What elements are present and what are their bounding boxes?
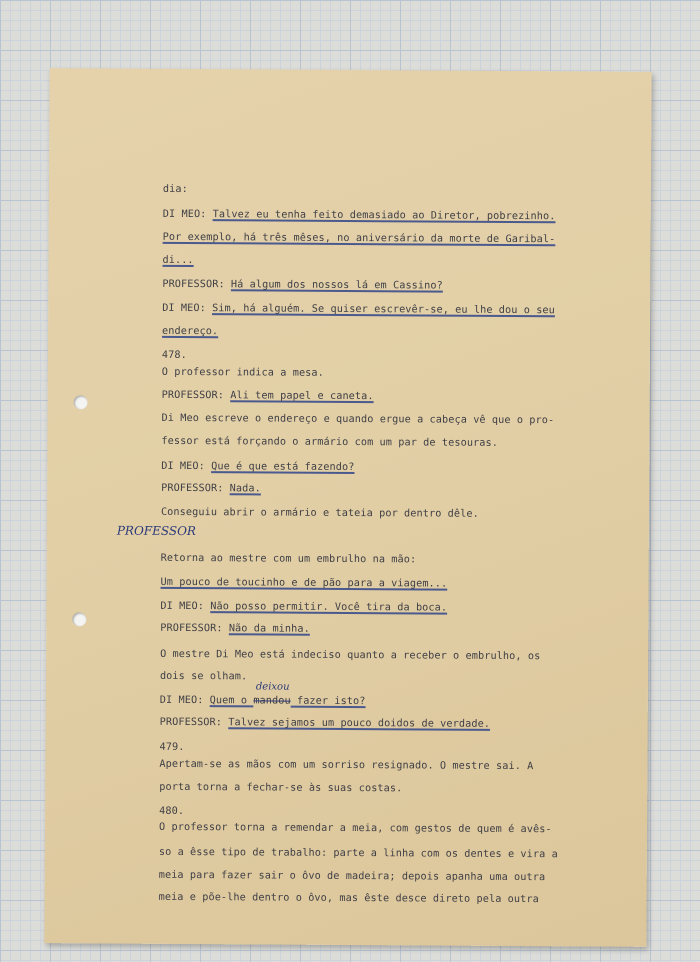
text-segment: O mestre Di Meo está indeciso quanto a receber o embrulho, os (160, 648, 541, 663)
text-segment: Que é que está fazendo? (211, 461, 355, 474)
text-segment: porta torna a fechar-se às suas costas. (159, 781, 403, 795)
text-segment: di... (162, 254, 194, 267)
text-line (159, 782, 402, 794)
text-segment: DI MEO: (159, 694, 210, 707)
text-segment: fessor está forçando o armário com um par de tesouras. (161, 435, 499, 449)
text-segment: PROFESSOR: (161, 482, 230, 495)
text-line (163, 232, 556, 245)
text-line (163, 184, 188, 195)
text-line (162, 413, 555, 426)
text-segment: meia para fazer sair o ôvo de madeira; depois apanha uma outra (158, 869, 546, 884)
text-segment: PROFESSOR: (159, 716, 229, 729)
text-segment: DI MEO: (162, 208, 213, 221)
text-segment: Apertam-se as mãos com um sorriso resignado. O mestre sai. A (159, 758, 534, 773)
text-line (159, 847, 558, 860)
text-segment: Talvez sejamos um pouco doidos de verdade. (228, 717, 491, 730)
text-line (160, 601, 447, 614)
text-line (159, 892, 539, 905)
text-segment: endereço. (162, 325, 219, 338)
text-segment: O professor torna a remendar a meia, com gestos de quem é avês- (159, 821, 552, 836)
text-segment: Não da minha. (228, 623, 310, 635)
text-segment: Por exemplo, há três mêses, no aniversário da morte de Garibal- (162, 231, 556, 246)
text-line (159, 759, 533, 772)
text-line (160, 649, 540, 662)
text-segment: O professor indica a mesa. (161, 366, 324, 379)
text-segment: Talvez eu tenha feito demasiado ao Diretor, pobrezinho. (212, 209, 556, 223)
text-line (162, 326, 218, 337)
text-line (161, 507, 479, 520)
text-line (162, 367, 324, 379)
text-segment: DI MEO: (160, 600, 211, 613)
text-segment: Sim, há alguém. Se quiser escrevêr-se, eu lhe dou o seu (212, 303, 555, 317)
text-segment: fazer isto? (290, 695, 366, 708)
text-segment: 480. (159, 805, 185, 818)
text-segment: PROFESSOR: (161, 389, 231, 402)
text-segment: Retorna ao mestre com um embrulho na mão: (160, 552, 417, 566)
text-segment: dia: (162, 183, 188, 196)
text-line (160, 717, 490, 730)
text-line (159, 870, 546, 883)
text-line (161, 483, 261, 495)
text-segment: DI MEO: (161, 460, 212, 473)
text-segment: DI MEO: (162, 302, 213, 315)
text-segment: Nada. (229, 483, 261, 495)
text-segment: so a êsse tipo de trabalho: parte a linha com os dentes e vira a (158, 846, 558, 861)
text-segment: Quem o (209, 695, 254, 707)
punch-hole (74, 395, 88, 409)
handwritten-insertion: deixou (255, 681, 290, 693)
text-line (160, 695, 366, 707)
text-segment: 478. (161, 349, 187, 362)
text-line (162, 350, 187, 361)
text-segment: Conseguiu abrir o armário e tateia por dentro dêle. (160, 506, 479, 520)
text-segment: Di Meo escreve o endereço e quando ergue a cabeça vê que o pro- (161, 412, 555, 427)
text-line (161, 461, 354, 473)
handwritten-margin-note: PROFESSOR (116, 523, 197, 539)
text-line (162, 279, 443, 292)
text-line (160, 671, 247, 683)
text-segment: mandou (253, 695, 291, 707)
text-line (161, 577, 448, 590)
text-line (160, 623, 310, 635)
text-line (159, 742, 184, 753)
text-line (161, 436, 498, 449)
typewritten-page (44, 68, 651, 947)
text-line (162, 255, 193, 266)
text-line (162, 390, 374, 402)
text-segment: meia e põe-lhe dentro o ôvo, mas êste desce direto pela outra (158, 891, 539, 906)
text-line (161, 553, 417, 566)
text-line (159, 822, 552, 835)
punch-hole (72, 612, 86, 626)
text-segment: Há algum dos nossos lá em Cassino? (230, 279, 443, 292)
text-segment: Um pouco de toucinho e de pão para a viagem... (160, 576, 448, 590)
text-segment: Não posso permitir. Você tira da boca. (210, 601, 448, 614)
text-segment: 479. (159, 741, 185, 754)
text-line (162, 303, 555, 316)
text-line (163, 209, 556, 222)
text-segment: PROFESSOR: (160, 622, 229, 635)
text-segment: Ali tem papel e caneta. (230, 390, 374, 403)
text-segment: dois se olham. (159, 670, 248, 683)
text-line (159, 806, 184, 817)
text-segment: PROFESSOR: (162, 278, 231, 291)
